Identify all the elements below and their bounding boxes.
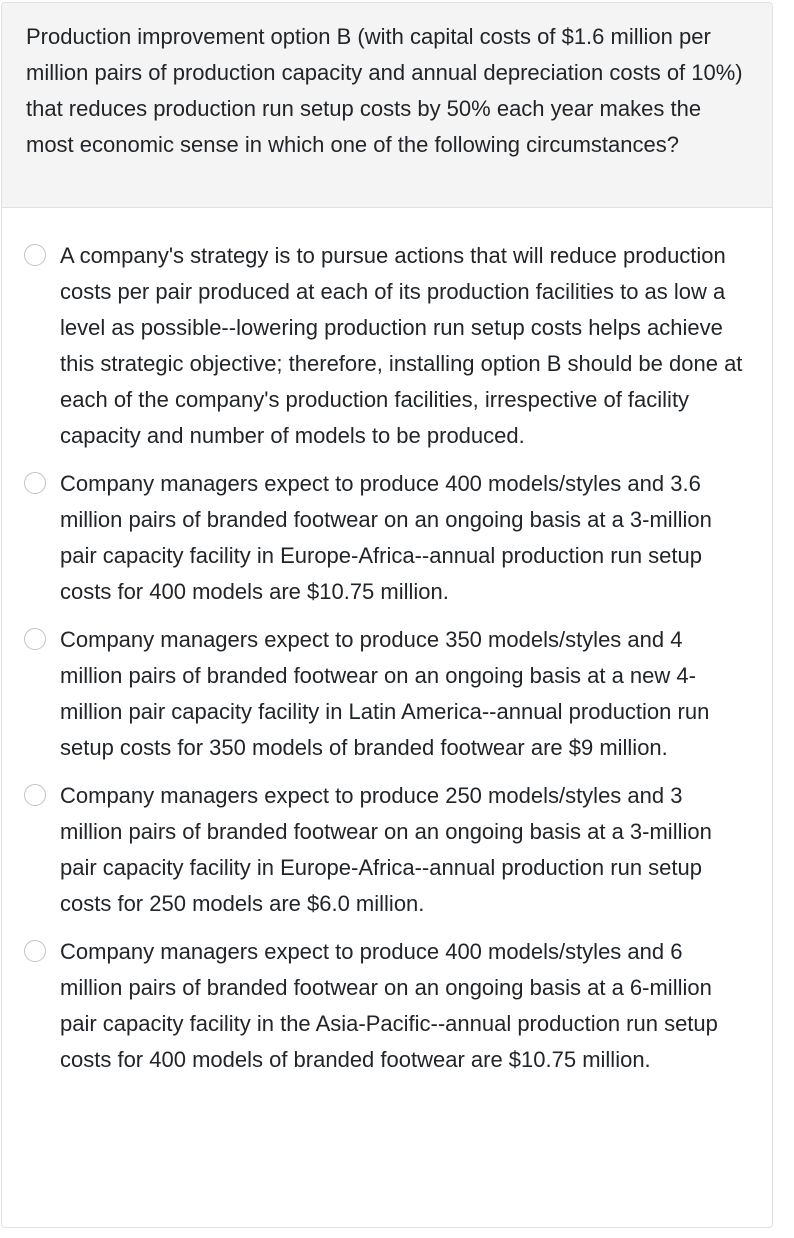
question-card	[1, 2, 773, 1228]
radio-button[interactable]	[24, 940, 46, 962]
answer-option-3[interactable]	[24, 622, 752, 766]
radio-button[interactable]	[24, 244, 46, 266]
radio-button[interactable]	[24, 628, 46, 650]
answer-option-2[interactable]	[24, 466, 752, 610]
option-label: A company's strategy is to pursue actions that will reduce production costs per pair produced at each of its production facilities to as low a level as possible--lowering production run setup costs helps achieve this strategic objective; therefore, installing option B should be done at each of the company's production facilities, irrespective of facility capacity and number of models to be produced.	[60, 243, 743, 448]
radio-button[interactable]	[24, 784, 46, 806]
question-text: Production improvement option B (with capital costs of $1.6 million per million pairs of production capacity and annual depreciation costs of 10%) that reduces production run setup costs by 50% each year makes the most economic sense in which one of the following circumstances?	[26, 24, 743, 157]
option-label: Company managers expect to produce 400 models/styles and 6 million pairs of branded footwear on an ongoing basis at a 6-million pair capacity facility in the Asia-Pacific--annual production run setup costs for 400 models of branded footwear are $10.75 million.	[60, 939, 718, 1072]
answer-option-1[interactable]	[24, 238, 752, 454]
answer-options	[2, 208, 772, 1078]
radio-button[interactable]	[24, 472, 46, 494]
answer-option-5[interactable]	[24, 934, 752, 1078]
option-label: Company managers expect to produce 400 models/styles and 3.6 million pairs of branded footwear on an ongoing basis at a 3-million pair capacity facility in Europe-Africa--annual production run setup costs for 400 models are $10.75 million.	[60, 471, 712, 604]
question-header	[2, 3, 772, 208]
option-label: Company managers expect to produce 350 models/styles and 4 million pairs of branded footwear on an ongoing basis at a new 4-million pair capacity facility in Latin America--annual production run setup costs for 350 models of branded footwear are $9 million.	[60, 627, 710, 760]
option-label: Company managers expect to produce 250 models/styles and 3 million pairs of branded footwear on an ongoing basis at a 3-million pair capacity facility in Europe-Africa--annual production run setup costs for 250 models are $6.0 million.	[60, 783, 712, 916]
answer-option-4[interactable]	[24, 778, 752, 922]
